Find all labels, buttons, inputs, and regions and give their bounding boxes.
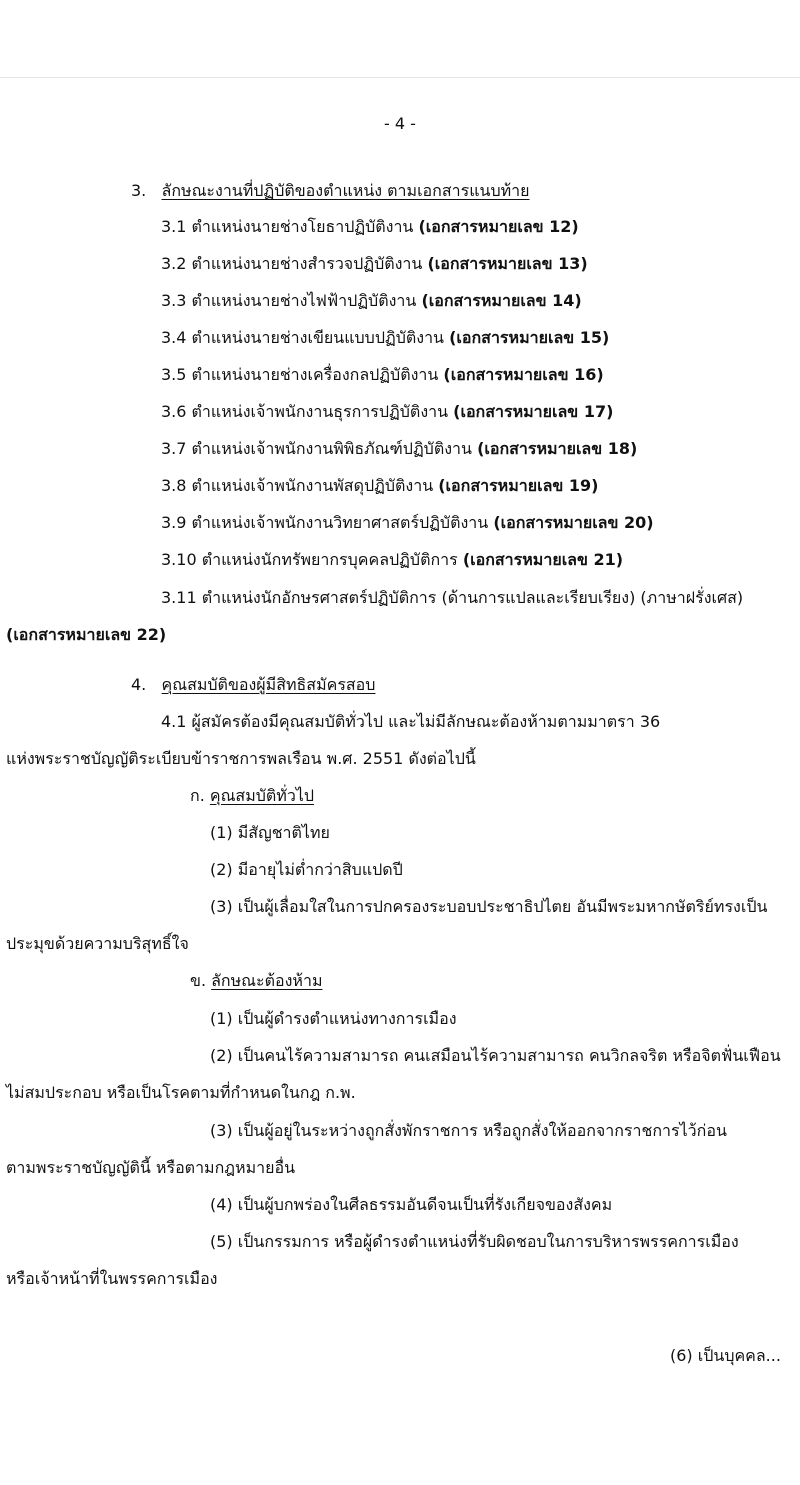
list-item-continuation: ตามพระราชบัญญัตินี้ หรือตามกฎหมายอื่น [6,1158,296,1177]
list-item: (3) เป็นผู้อยู่ในระหว่างถูกสั่งพักราชการ หรือถูกสั่งให้ออกจากราชการไว้ก่อน [210,1121,727,1140]
list-item: 3.7 ตำแหน่งเจ้าพนักงานพิพิธภัณฑ์ปฏิบัติงาน (เอกสารหมายเลข 18) [161,439,638,458]
list-item-continuation: (เอกสารหมายเลข 22) [6,625,167,644]
list-item: 3.2 ตำแหน่งนายช่างสำรวจปฏิบัติงาน (เอกสารหมายเลข 13) [161,254,588,273]
subsection-heading: ข. ลักษณะต้องห้าม [190,971,323,990]
section3-title: ลักษณะงานที่ปฏิบัติของตำแหน่ง ตามเอกสารแนบท้าย [161,181,530,200]
list-item: (1) มีสัญชาติไทย [210,823,330,842]
paragraph-line: 4.1 ผู้สมัครต้องมีคุณสมบัติทั่วไป และไม่มีลักษณะต้องห้ามตามมาตรา 36 [161,712,661,731]
list-item: 3.3 ตำแหน่งนายช่างไฟฟ้าปฏิบัติงาน (เอกสารหมายเลข 14) [161,291,582,310]
list-item: (2) เป็นคนไร้ความสามารถ คนเสมือนไร้ความสามารถ คนวิกลจริต หรือจิตฟั่นเฟือน [210,1046,781,1065]
section4-number: 4. [131,675,147,694]
list-item: (4) เป็นผู้บกพร่องในศีลธรรมอันดีจนเป็นที่รังเกียจของสังคม [210,1195,613,1214]
list-item: 3.5 ตำแหน่งนายช่างเครื่องกลปฏิบัติงาน (เอกสารหมายเลข 16) [161,365,604,384]
page-top-edge [0,77,800,78]
list-item: 3.9 ตำแหน่งเจ้าพนักงานวิทยาศาสตร์ปฏิบัติงาน (เอกสารหมายเลข 20) [161,513,654,532]
section4-heading [131,674,375,696]
list-item: (3) เป็นผู้เลื่อมใสในการปกครองระบอบประชาธิปไตย อันมีพระมหากษัตริย์ทรงเป็น [210,897,768,916]
page-number: - 4 - [384,114,416,133]
section3-heading [131,180,530,202]
list-item: 3.1 ตำแหน่งนายช่างโยธาปฏิบัติงาน (เอกสารหมายเลข 12) [161,217,579,236]
continuation-text: (6) เป็นบุคคล... [670,1346,781,1365]
list-item: 3.4 ตำแหน่งนายช่างเขียนแบบปฏิบัติงาน (เอกสารหมายเลข 15) [161,328,610,347]
list-item: (2) มีอายุไม่ต่ำกว่าสิบแปดปี [210,860,403,879]
list-item: 3.8 ตำแหน่งเจ้าพนักงานพัสดุปฏิบัติงาน (เอกสารหมายเลข 19) [161,476,599,495]
list-item: 3.11 ตำแหน่งนักอักษรศาสตร์ปฏิบัติการ (ด้านการแปลและเรียบเรียง) (ภาษาฝรั่งเศส) [161,588,744,607]
list-item-continuation: ประมุขด้วยความบริสุทธิ์ใจ [6,934,189,953]
section3-number: 3. [131,181,147,200]
list-item: 3.6 ตำแหน่งเจ้าพนักงานธุรการปฏิบัติงาน (เอกสารหมายเลข 17) [161,402,614,421]
list-item-continuation: ไม่สมประกอบ หรือเป็นโรคตามที่กำหนดในกฎ ก.พ. [6,1083,356,1102]
list-item-continuation: หรือเจ้าหน้าที่ในพรรคการเมือง [6,1269,218,1288]
list-item: (5) เป็นกรรมการ หรือผู้ดำรงตำแหน่งที่รับผิดชอบในการบริหารพรรคการเมือง [210,1232,739,1251]
section4-title: คุณสมบัติของผู้มีสิทธิสมัครสอบ [161,675,376,694]
list-item: (1) เป็นผู้ดำรงตำแหน่งทางการเมือง [210,1009,457,1028]
paragraph-line: แห่งพระราชบัญญัติระเบียบข้าราชการพลเรือน พ.ศ. 2551 ดังต่อไปนี้ [6,749,476,768]
list-item: 3.10 ตำแหน่งนักทรัพยากรบุคคลปฏิบัติการ (เอกสารหมายเลข 21) [161,550,624,569]
subsection-heading: ก. คุณสมบัติทั่วไป [190,786,315,805]
